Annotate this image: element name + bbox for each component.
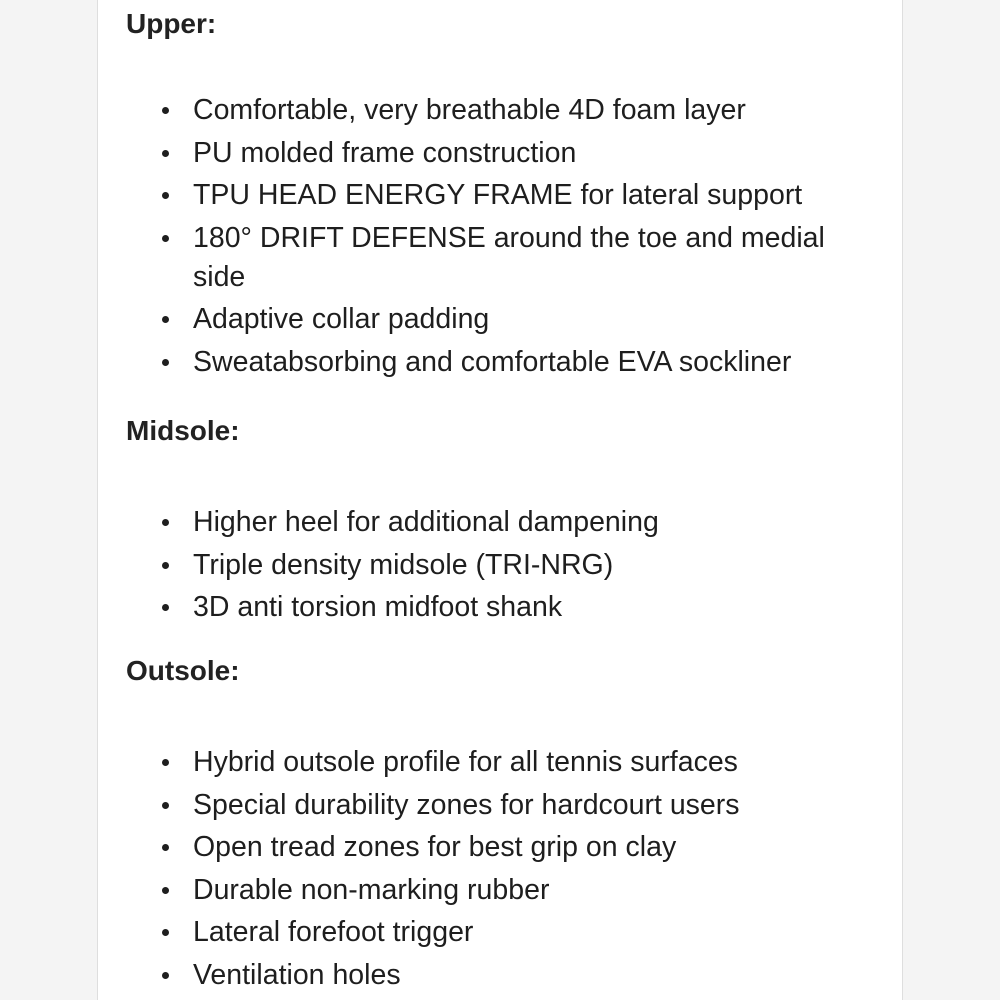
list-item [126,913,843,952]
list-item [126,871,843,910]
product-description-page [97,0,903,1000]
bullet-icon [162,107,169,114]
list-item [126,956,843,995]
list-item [126,828,843,867]
list-item [126,343,843,382]
outsole-feature-list [126,743,902,995]
list-item [126,503,843,542]
outsole-heading: Outsole: [126,655,240,686]
list-item [126,219,843,297]
midsole-section [126,414,902,631]
bullet-icon [162,150,169,157]
list-item-text: 180° DRIFT DEFENSE around the toe and medial side [193,221,825,293]
upper-heading: Upper: [126,8,217,39]
list-item [126,588,843,627]
list-item-text: Ventilation holes [193,958,401,991]
upper-section [126,7,902,385]
list-item-text: Durable non-marking rubber [193,873,550,906]
list-item-text: TPU HEAD ENERGY FRAME for lateral support [193,179,803,211]
list-item-text: Lateral forefoot trigger [193,916,474,948]
list-item-text: Higher heel for additional dampening [193,506,659,538]
list-item [126,91,843,130]
bullet-icon [162,844,169,851]
bullet-icon [162,972,169,979]
bullet-icon [162,562,169,569]
list-item [126,743,843,782]
bullet-icon [162,759,169,766]
list-item [126,176,843,215]
list-item-text: 3D anti torsion midfoot shank [193,591,563,623]
bullet-icon [162,192,169,199]
list-item-text: Adaptive collar padding [193,303,490,335]
bullet-icon [162,359,169,366]
bullet-icon [162,316,169,323]
midsole-heading: Midsole: [126,415,240,446]
list-item [126,300,843,339]
list-item-text: Hybrid outsole profile for all tennis surfaces [193,746,738,778]
list-item-text: Comfortable, very breathable 4D foam layer [193,94,746,126]
list-item [126,134,843,173]
bullet-icon [162,802,169,809]
bullet-icon [162,519,169,526]
bullet-icon [162,929,169,936]
list-item [126,546,843,585]
bullet-icon [162,604,169,611]
outsole-section [126,654,902,998]
list-item-text: Special durability zones for hardcourt users [193,788,740,821]
list-item-text: Triple density midsole (TRI-NRG) [193,548,614,581]
list-item [126,786,843,825]
bullet-icon [162,235,169,242]
upper-feature-list [126,91,902,382]
midsole-feature-list [126,503,902,627]
list-item-text: Open tread zones for best grip on clay [193,831,677,863]
list-item-text: PU molded frame construction [193,136,577,169]
list-item-text: Sweatabsorbing and comfortable EVA sockliner [193,345,792,378]
bullet-icon [162,887,169,894]
